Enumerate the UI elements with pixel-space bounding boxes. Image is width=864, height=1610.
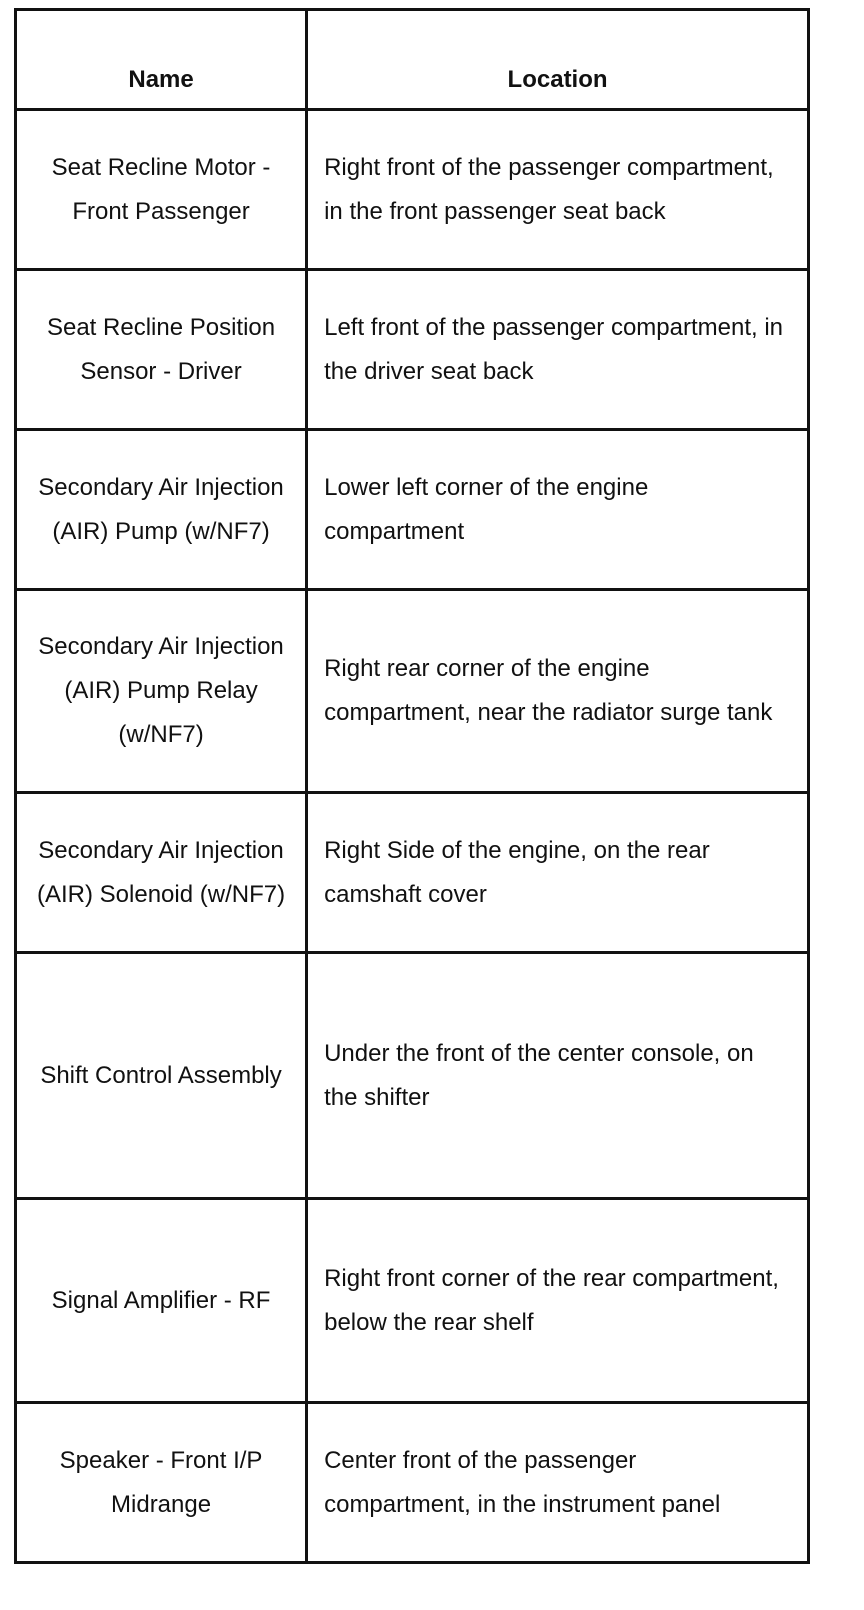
location-cell (307, 430, 809, 590)
name-text: Secondary Air Injection (AIR) Solenoid (w/NF7) (37, 836, 286, 908)
table-row (16, 590, 809, 793)
name-text: Shift Control Assembly (40, 1061, 282, 1089)
table-row (16, 270, 809, 430)
table-row (16, 1403, 809, 1563)
location-text: Right Side of the engine, on the rear camshaft cover (324, 836, 710, 908)
location-text: Left front of the passenger compartment, in the driver seat back (324, 313, 784, 385)
location-text: Lower left corner of the engine compartment (324, 473, 649, 545)
name-text: Secondary Air Injection (AIR) Pump Relay (w/NF7) (38, 633, 284, 748)
location-cell (307, 1199, 809, 1403)
name-text: Speaker - Front I/P Midrange (59, 1446, 263, 1518)
location-text: Under the front of the center console, on the shifter (324, 1039, 754, 1111)
table-row (16, 1199, 809, 1403)
component-location-table (14, 8, 810, 1564)
table-row (16, 793, 809, 953)
name-cell (16, 110, 307, 270)
table-row (16, 110, 809, 270)
location-cell (307, 953, 809, 1199)
table-row (16, 953, 809, 1199)
table-row (16, 430, 809, 590)
name-cell (16, 953, 307, 1199)
name-text: Seat Recline Position Sensor - Driver (46, 313, 276, 385)
location-text: Right rear corner of the engine compartment, near the radiator surge tank (324, 655, 773, 726)
location-cell (307, 110, 809, 270)
location-text: Right front corner of the rear compartment, below the rear shelf (324, 1264, 779, 1336)
name-cell (16, 590, 307, 793)
location-text: Center front of the passenger compartment, in the instrument panel (324, 1446, 721, 1518)
name-cell (16, 270, 307, 430)
name-text: Signal Amplifier - RF (51, 1286, 271, 1314)
name-cell (16, 1403, 307, 1563)
table-header-row (16, 10, 809, 110)
location-cell (307, 1403, 809, 1563)
name-text: Secondary Air Injection (AIR) Pump (w/NF7) (38, 473, 284, 545)
location-cell (307, 793, 809, 953)
name-cell (16, 793, 307, 953)
location-cell (307, 590, 809, 793)
column-header-name: Name (16, 10, 307, 110)
name-cell (16, 1199, 307, 1403)
name-text: Seat Recline Motor - Front Passenger (51, 153, 271, 225)
location-cell (307, 270, 809, 430)
name-cell (16, 430, 307, 590)
location-text: Right front of the passenger compartment, in the front passenger seat back (324, 153, 774, 225)
column-header-location: Location (307, 10, 809, 110)
